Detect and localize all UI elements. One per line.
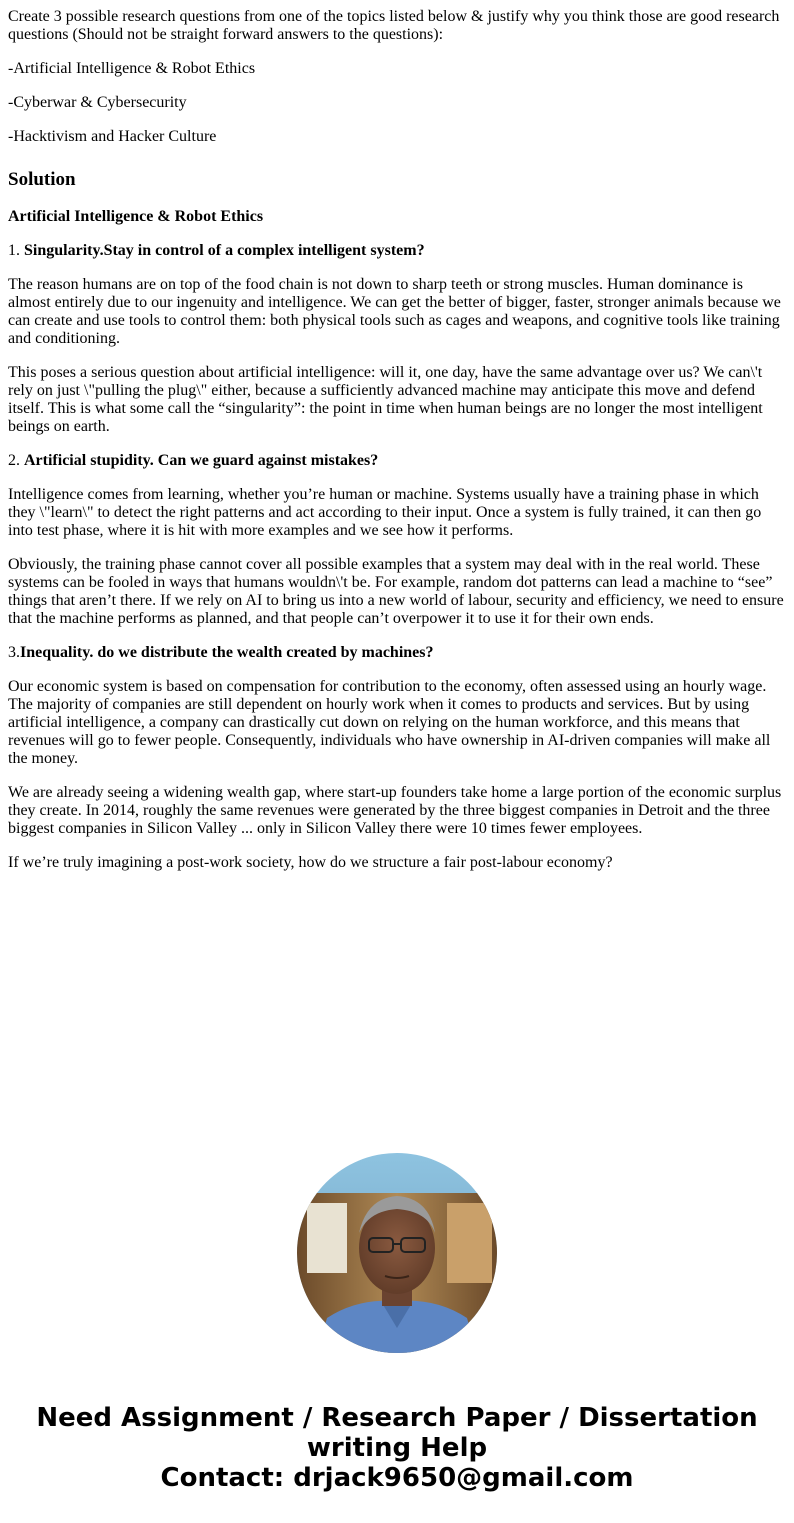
promo-contact: Contact: drjack9650@gmail.com	[160, 1463, 634, 1493]
research-question-1	[8, 242, 786, 260]
question-title: Singularity.Stay in control of a complex intelligent system?	[24, 242, 425, 259]
tutor-photo	[297, 1153, 497, 1353]
research-question-3	[8, 644, 786, 662]
document-body	[8, 8, 786, 888]
promo-line: writing Help	[306, 1433, 488, 1463]
justification-paragraph: The reason humans are on top of the food chain is not down to sharp teeth or strong muscles. Human dominance is almost entirely due to our ingenuity and intelligence. We can get the better of bigger, faster, stronger animals because we can create and use tools to control them: both physical tools such as cages and weapons, and cognitive tools like training and conditioning.	[8, 276, 781, 347]
topic-title: Artificial Intelligence & Robot Ethics	[8, 208, 264, 225]
question-number: 1.	[8, 242, 24, 259]
justification-paragraph: Intelligence comes from learning, whether you’re human or machine. Systems usually have a training phase in which they \"learn\" to detect the right patterns and act according to their input. Once a system is fully trained, it can then go into test phase, where it is hit with more examples and we see how it performs.	[8, 486, 762, 539]
justification-paragraph: If we’re truly imagining a post-work society, how do we structure a fair post-labour economy?	[8, 854, 613, 871]
question-number: 2.	[8, 452, 24, 469]
question-prompt: Create 3 possible research questions from one of the topics listed below & justify why you think those are good research questions (Should not be straight forward answers to the questions):	[8, 8, 780, 43]
question-title: Inequality. do we distribute the wealth created by machines?	[20, 644, 434, 661]
justification-paragraph: This poses a serious question about artificial intelligence: will it, one day, have the same advantage over us? We can\'t rely on just \"pulling the plug\" either, because a sufficiently advanced machine may anticipate this move and defend itself. This is what some call the “singularity”: the point in time when human beings are no longer the most intelligent beings on earth.	[8, 364, 763, 435]
solution-heading: Solution	[8, 169, 76, 190]
question-number: 3.	[8, 644, 20, 661]
promo-banner	[0, 1403, 794, 1493]
justification-paragraph: We are already seeing a widening wealth gap, where start-up founders take home a large portion of the economic surplus they create. In 2014, roughly the same revenues were generated by the three biggest companies in Detroit and the three biggest companies in Silicon Valley ... only in Silicon Valley there were 10 times fewer employees.	[8, 784, 782, 837]
justification-paragraph: Our economic system is based on compensation for contribution to the economy, often assessed using an hourly wage. The majority of companies are still dependent on hourly work when it comes to products and services. But by using artificial intelligence, a company can drastically cut down on relying on the human workforce, and this means that revenues will go to fewer people. Consequently, individuals who have ownership in AI-driven companies will make all the money.	[8, 678, 771, 767]
justification-paragraph: Obviously, the training phase cannot cover all possible examples that a system may deal with in the real world. These systems can be fooled in ways that humans wouldn\'t be. For example, random dot patterns can lead a machine to “see” things that aren’t there. If we rely on AI to bring us into a new world of labour, security and efficiency, we need to ensure that the machine performs as planned, and that people can’t overpower it to use it for their own ends.	[8, 556, 784, 627]
question-title: Artificial stupidity. Can we guard against mistakes?	[24, 452, 379, 469]
topic-item: -Artificial Intelligence & Robot Ethics	[8, 60, 256, 77]
tutor-avatar	[297, 1153, 497, 1353]
topic-item: -Cyberwar & Cybersecurity	[8, 94, 187, 111]
research-question-2	[8, 452, 786, 470]
topic-item: -Hacktivism and Hacker Culture	[8, 128, 217, 145]
promo-line: Need Assignment / Research Paper / Dissertation	[36, 1403, 758, 1433]
